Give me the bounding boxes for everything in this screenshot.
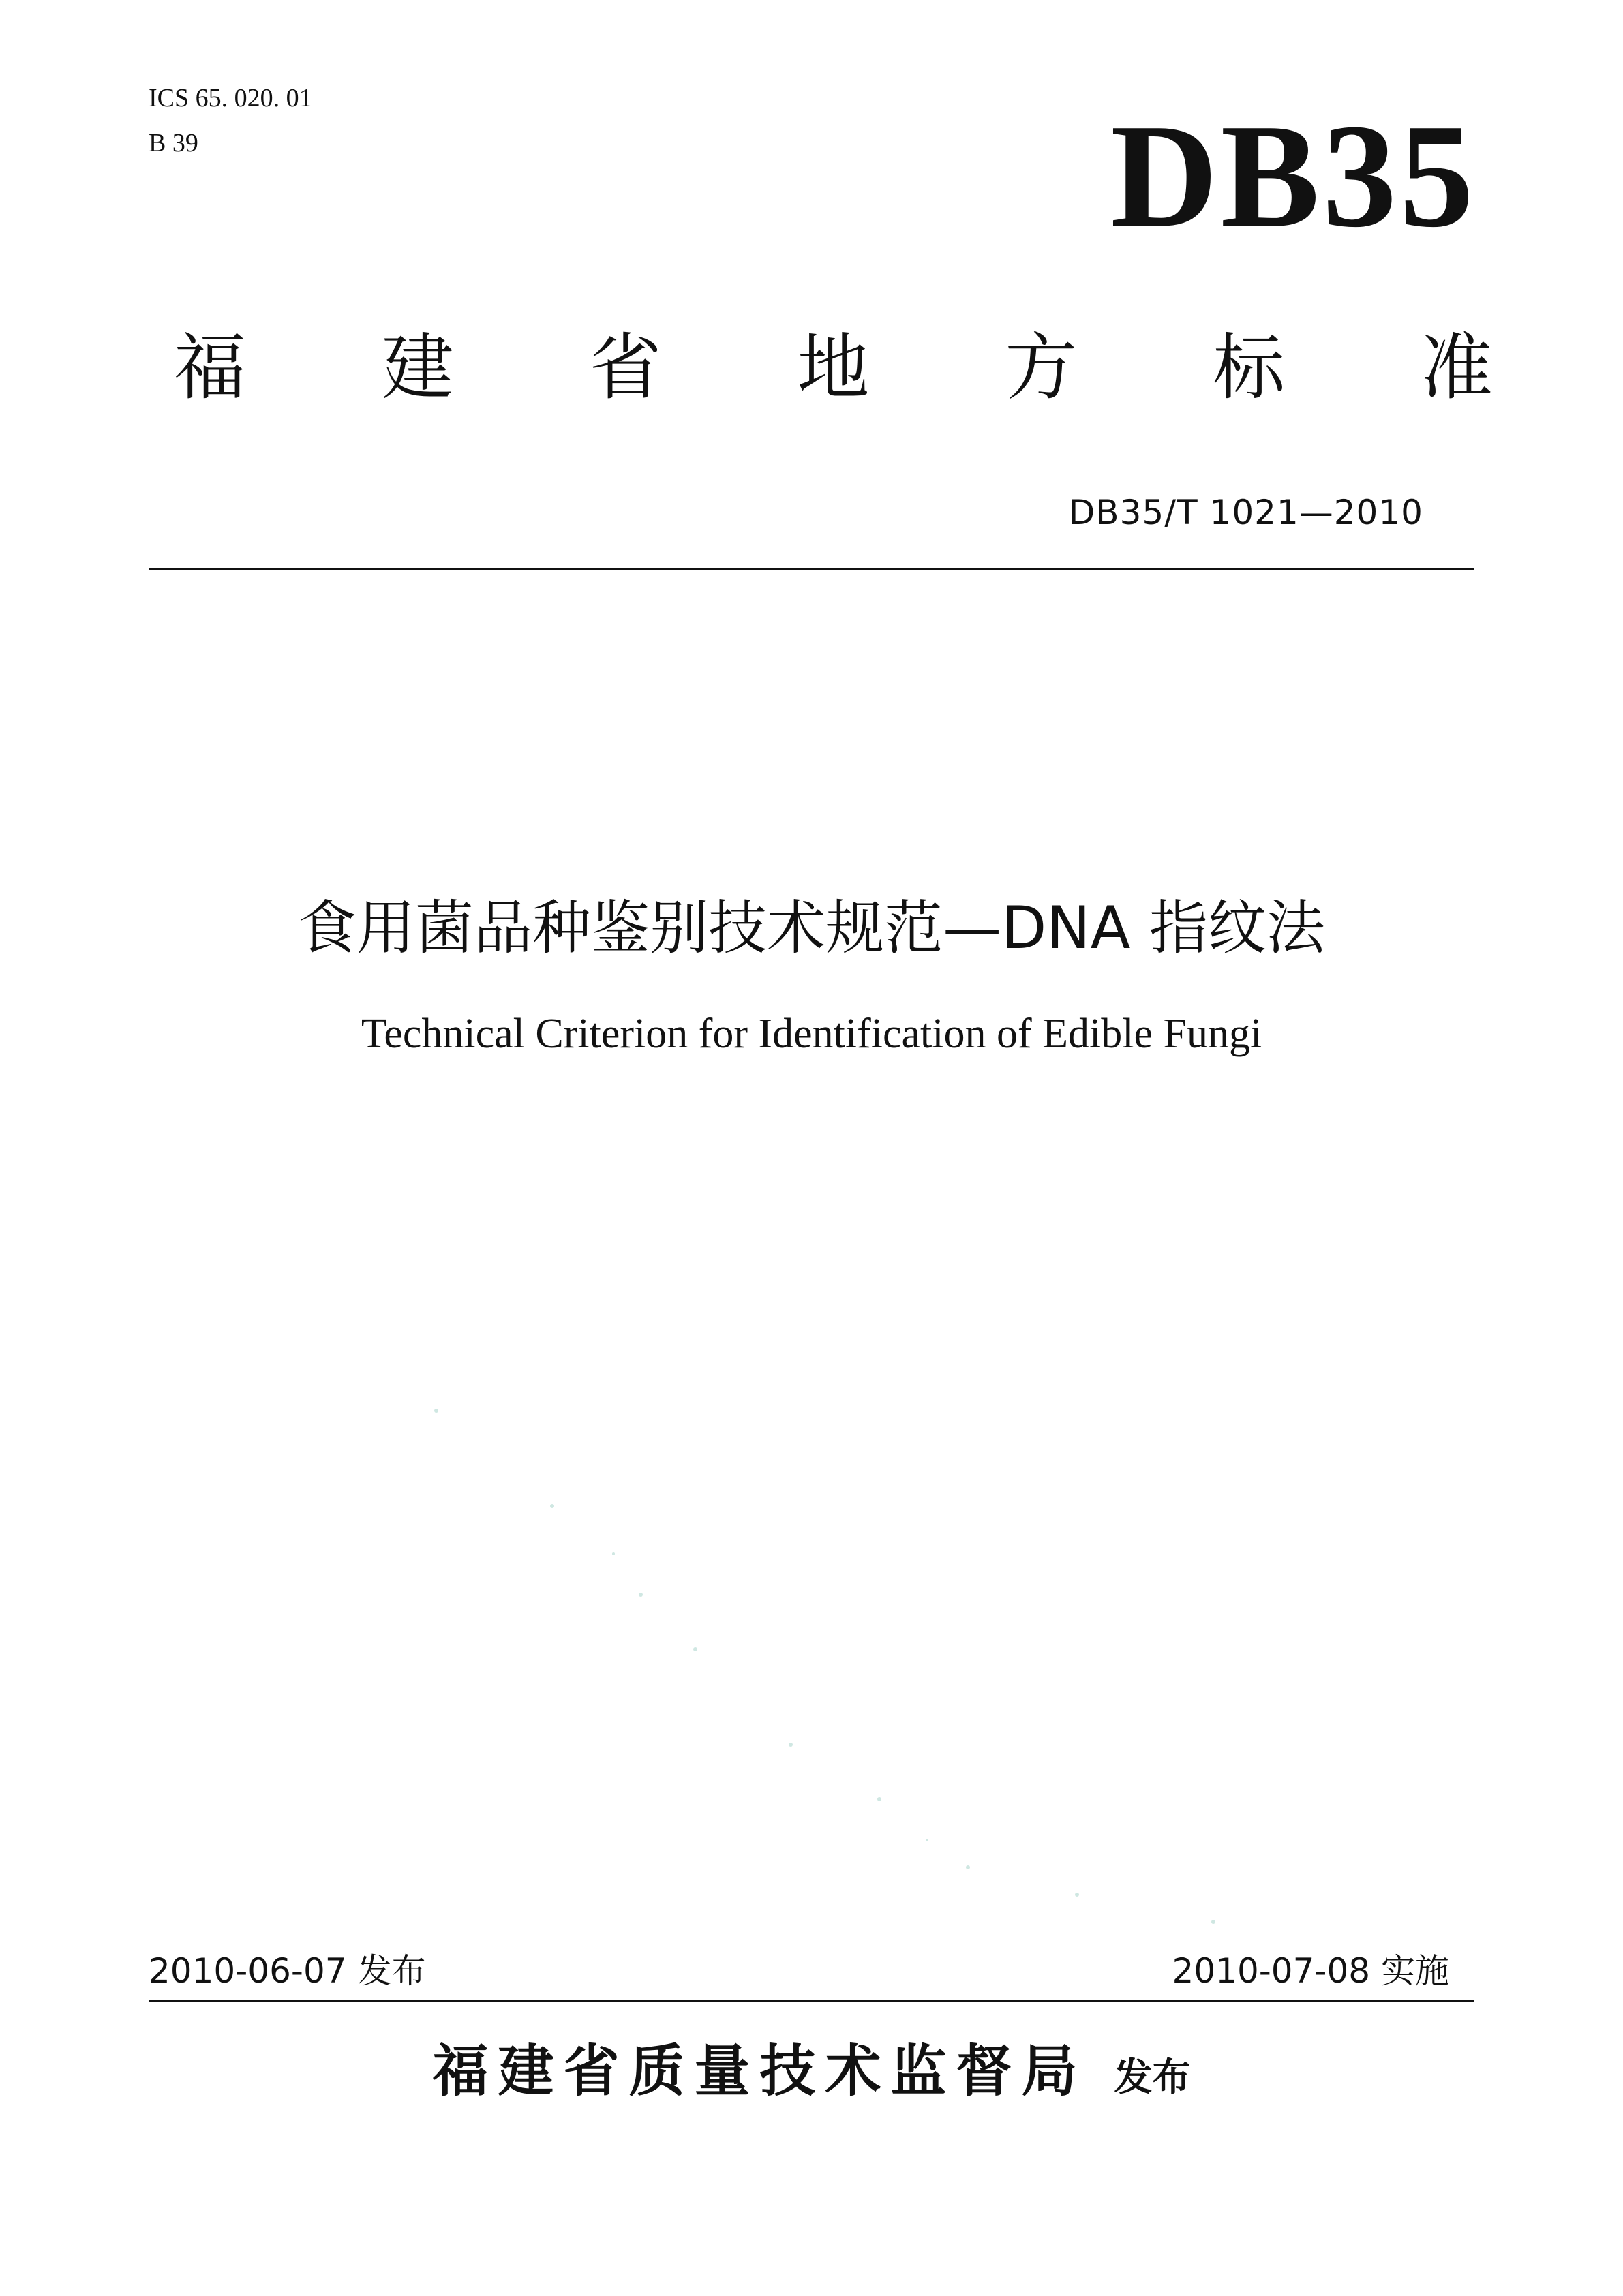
title-char: 地 [797, 326, 870, 410]
bottom-divider [149, 2000, 1474, 2002]
issuer-suffix: 发布 [1114, 2055, 1191, 2100]
implement-date: 2010-07-08 实施 [1172, 1951, 1449, 1991]
issuer-name: 福建省质量技术监督局 [432, 2039, 1087, 2104]
db35-logo: DB35 [1110, 94, 1476, 258]
title-char: 福 [174, 326, 246, 410]
scan-speckles [409, 1390, 1295, 1935]
title-char: 准 [1420, 326, 1493, 410]
standard-code: DB35/T 1021—2010 [1068, 493, 1423, 532]
ccs-code: B 39 [149, 129, 198, 157]
top-divider [149, 568, 1474, 570]
publish-date: 2010-06-07 发布 [149, 1951, 426, 1991]
document-title-en: Technical Criterion for Identification of Edible Fungi [361, 1011, 1262, 1057]
title-char: 建 [381, 326, 454, 410]
document-title-cn: 食用菌品种鉴别技术规范—DNA 指纹法 [298, 894, 1325, 962]
ics-code: ICS 65. 020. 01 [149, 84, 312, 112]
title-char: 省 [589, 326, 662, 410]
issuer-block [0, 2038, 1623, 2106]
title-char: 方 [1005, 326, 1078, 410]
standard-type-title [174, 327, 1493, 409]
title-char: 标 [1213, 326, 1286, 410]
